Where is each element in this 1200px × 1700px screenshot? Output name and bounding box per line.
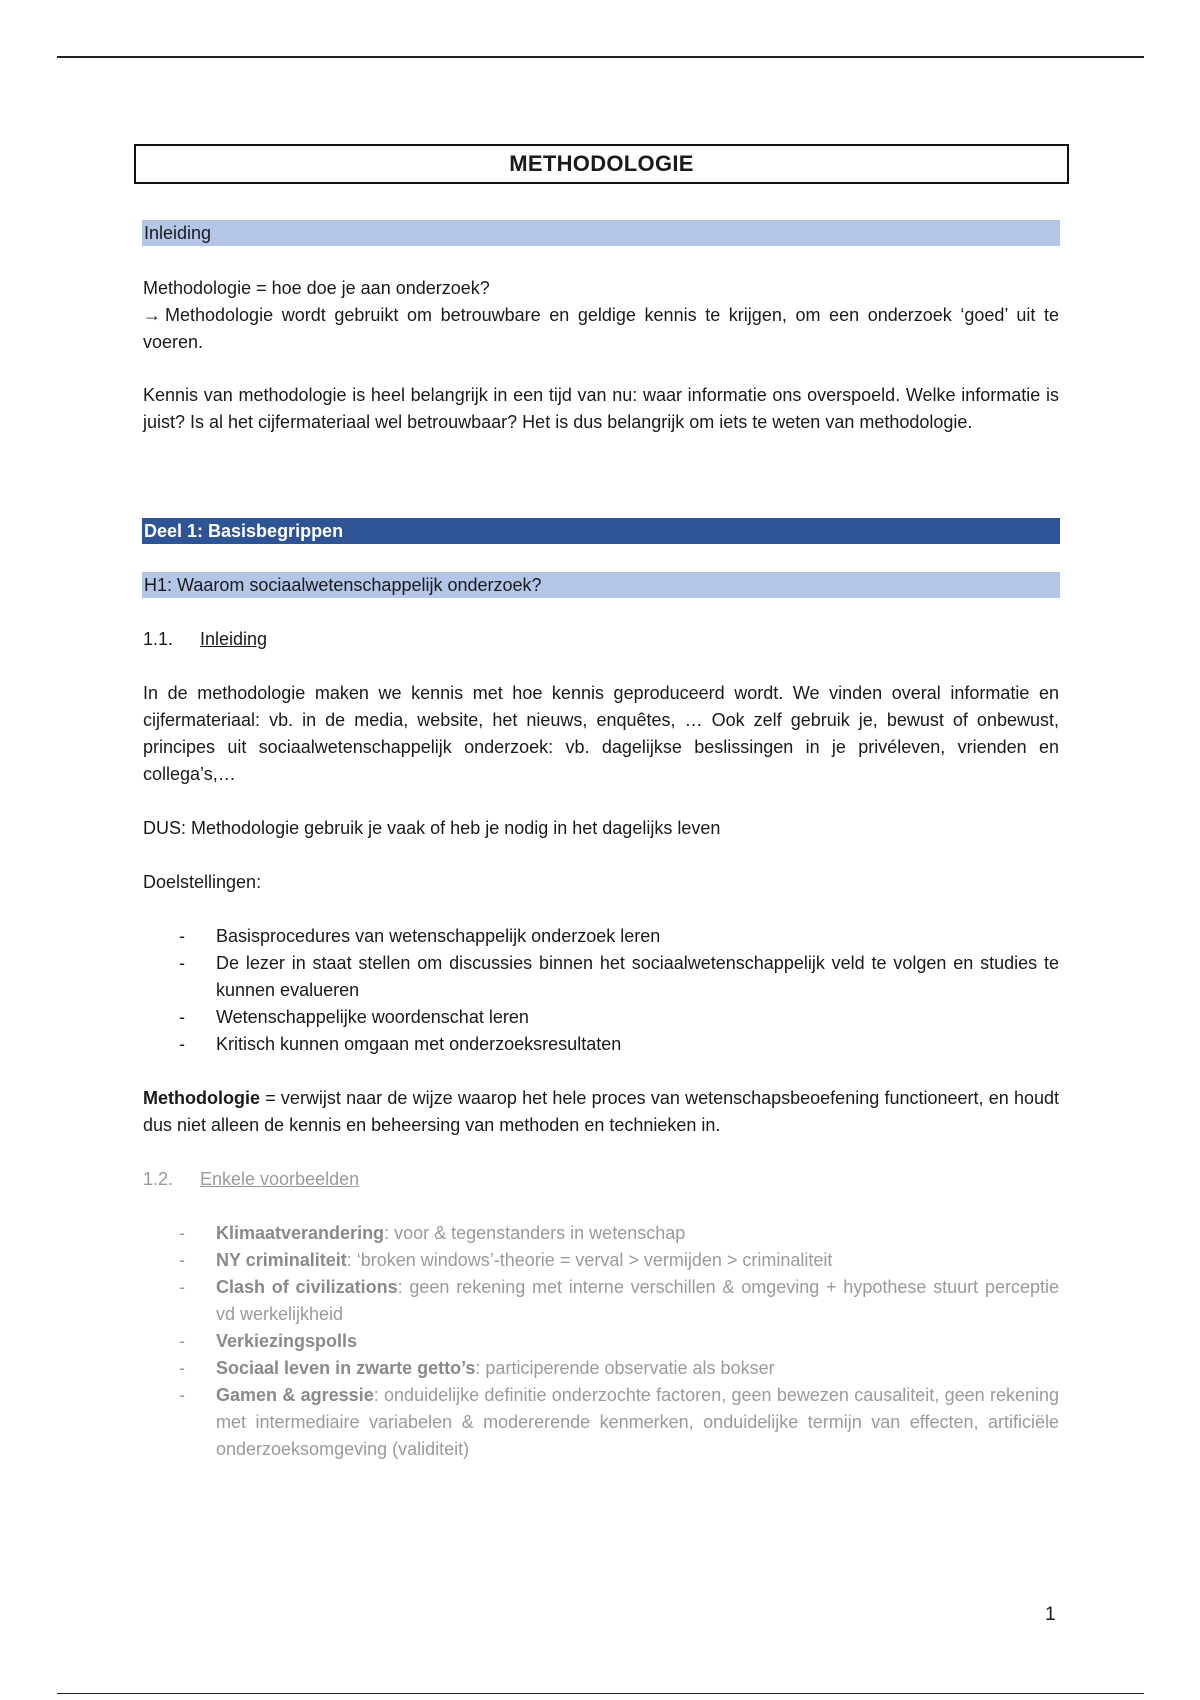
bullet-dash: -	[179, 1277, 185, 1297]
list-item: - Verkiezingspolls	[143, 1328, 1059, 1355]
bullet-dash: -	[179, 926, 185, 946]
bullet-dash: -	[179, 1007, 185, 1027]
list-item: - Wetenschappelijke woordenschat leren	[143, 1004, 1059, 1031]
header-rule	[57, 56, 1144, 58]
definition-term: Methodologie	[143, 1088, 260, 1108]
subheading-number: 1.2.	[143, 1169, 174, 1189]
list-item: - Sociaal leven in zwarte getto’s: participerende observatie als bokser	[143, 1355, 1059, 1382]
subheading-title: Inleiding	[200, 629, 268, 649]
subheading-number: 1.1.	[143, 629, 174, 649]
examples-list	[143, 1220, 1059, 1463]
intro-line1: Methodologie = hoe doe je aan onderzoek?	[143, 278, 490, 298]
bullet-dash: -	[179, 1358, 185, 1378]
arrow-icon: →	[143, 305, 161, 325]
list-item: - Kritisch kunnen omgaan met onderzoeksresultaten	[143, 1031, 1059, 1058]
list-item: - Basisprocedures van wetenschappelijk onderzoek leren	[143, 923, 1059, 950]
list-item: - NY criminaliteit: ‘broken windows’-theorie = verval > vermijden > criminaliteit	[143, 1247, 1059, 1274]
list-item: - Klimaatverandering: voor & tegenstanders in wetenschap	[143, 1220, 1059, 1247]
bullet-dash: -	[179, 953, 185, 973]
intro-line2-text: Methodologie wordt gebruikt om betrouwbare en geldige kennis te krijgen, om een onderzoek ‘goed’ uit te voeren.	[143, 305, 1059, 352]
list-item: - De lezer in staat stellen om discussies binnen het sociaalwetenschappelijk veld te volgen en studies te kunnen evalueren	[143, 950, 1059, 1004]
goals-list	[143, 923, 1059, 1058]
intro-line2	[143, 302, 1059, 356]
page-number: 1	[1045, 1604, 1056, 1625]
document-title	[134, 144, 1069, 184]
heading-deel1: Deel 1: Basisbegrippen	[142, 518, 1060, 544]
heading-h1: H1: Waarom sociaalwetenschappelijk onderzoek?	[142, 572, 1060, 598]
subheading-1-1	[143, 626, 267, 653]
bullet-dash: -	[179, 1385, 185, 1405]
definition-text: = verwijst naar de wijze waarop het hele proces van wetenschapsbeoefening functioneert, en houdt dus niet alleen de kennis en beheersing van methoden en technieken in.	[143, 1088, 1059, 1135]
doelstellingen-label: Doelstellingen:	[143, 872, 262, 892]
list-item: - Gamen & agressie: onduidelijke definitie onderzochte factoren, geen bewezen causaliteit, geen rekening met intermediaire variabelen & modererende kenmerken, onduidelijke termijn van effecten, artificiële onderzoeksomgeving (validiteit)	[143, 1382, 1059, 1463]
bullet-dash: -	[179, 1223, 185, 1243]
intro-paragraph: Kennis van methodologie is heel belangrijk in een tijd van nu: waar informatie ons overspoeld. Welke informatie is juist? Is al het cijfermateriaal wel betrouwbaar? Het is dus belangrijk om iets te weten van methodologie.	[143, 385, 1059, 432]
subheading-1-2	[143, 1166, 359, 1193]
definition-paragraph	[143, 1085, 1059, 1139]
bullet-dash: -	[179, 1034, 185, 1054]
bullet-dash: -	[179, 1331, 185, 1351]
footer-rule	[57, 1693, 1144, 1694]
list-item: - Clash of civilizations: geen rekening met interne verschillen & omgeving + hypothese stuurt perceptie vd werkelijkheid	[143, 1274, 1059, 1328]
subheading-title: Enkele voorbeelden	[200, 1169, 360, 1189]
title-text: METHODOLOGIE	[509, 151, 694, 176]
s11-paragraph: In de methodologie maken we kennis met hoe kennis geproduceerd wordt. We vinden overal informatie en cijfermateriaal: vb. in de media, website, het nieuws, enquêtes, … Ook zelf gebruik je, bewust of onbewust, principes uit sociaalwetenschappelijk onderzoek: vb. dagelijkse beslissingen in je privéleven, vrienden en collega’s,…	[143, 683, 1059, 784]
bullet-dash: -	[179, 1250, 185, 1270]
heading-inleiding: Inleiding	[142, 220, 1060, 246]
dus-line: DUS: Methodologie gebruik je vaak of heb je nodig in het dagelijks leven	[143, 818, 721, 838]
